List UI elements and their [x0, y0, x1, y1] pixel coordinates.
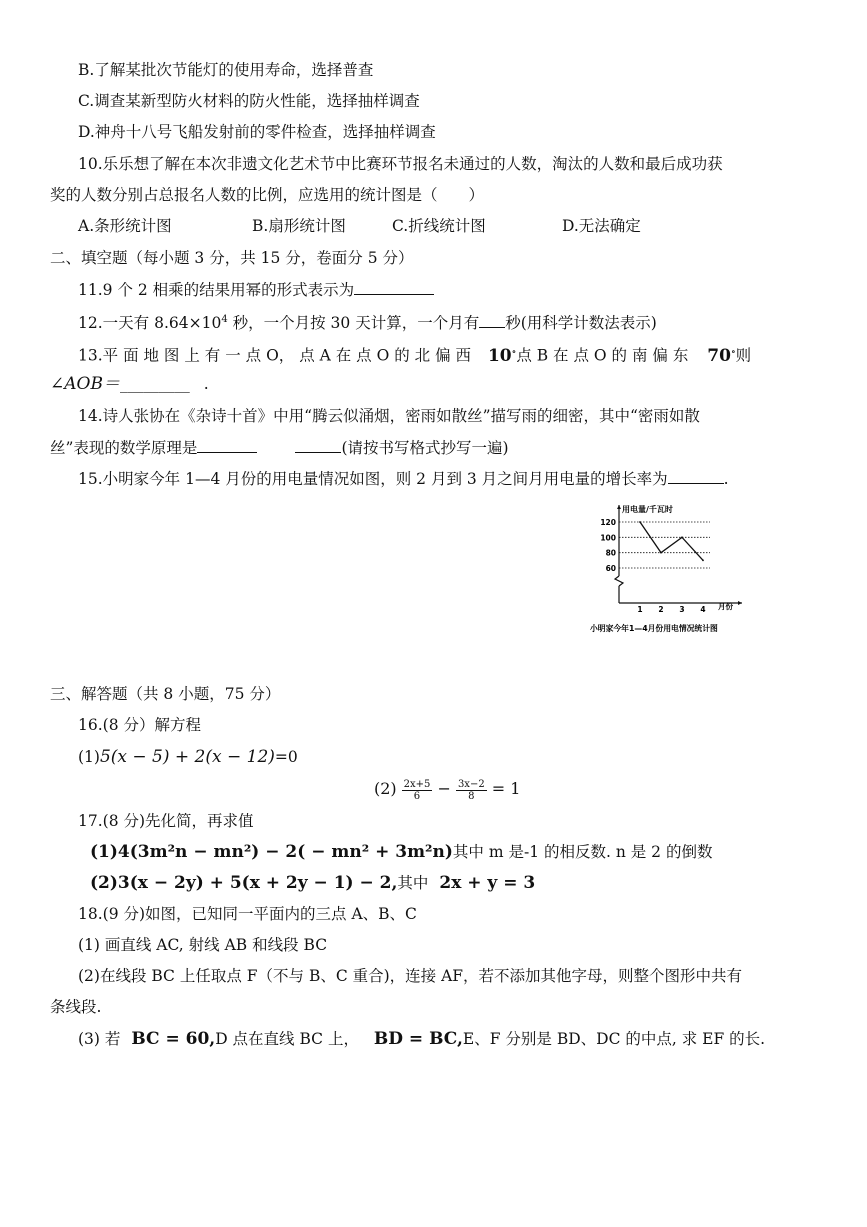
q14-text-b: (请按书写格式抄写一遍) — [341, 439, 509, 457]
y-axis-label: 用电量/千瓦时 — [622, 505, 673, 514]
q10-option-a: A.条形统计图 — [78, 217, 172, 235]
q18-part1: (1) 画直线 AC, 射线 AB 和线段 BC — [78, 936, 328, 954]
x-tick-label-3: 3 — [679, 605, 685, 614]
y-tick-label-100: 100 — [600, 533, 616, 543]
section-2-heading: 二、填空题（每小题 3 分，共 15 分，卷面分 5 分） — [50, 249, 414, 267]
q9-option-d: D.神舟十八号飞船发射前的零件检查，选择抽样调查 — [78, 123, 436, 141]
answer-blank — [479, 311, 505, 328]
q12-text-c: 秒(用科学计数法表示) — [505, 314, 657, 333]
q17-title: 17.(8 分)先化简，再求值 — [78, 812, 254, 830]
fraction-1 — [402, 779, 433, 802]
q17-part1 — [90, 841, 712, 863]
q14-line2 — [50, 436, 509, 459]
q12 — [78, 309, 657, 334]
q10-option-d: D.无法确定 — [562, 217, 641, 235]
q16-title: 16.(8 分）解方程 — [78, 716, 201, 734]
q17-part2 — [90, 872, 535, 894]
x-axis-label: 月份 — [718, 602, 733, 611]
fraction-1-denominator: 6 — [413, 790, 421, 802]
q18-part3-text-c: E、F 分别是 BD、DC 的中点, 求 EF 的长. — [462, 1030, 766, 1048]
q13-answer-dashes: _________ — [119, 375, 190, 393]
answer-blank — [668, 467, 724, 484]
degree-sign: ∘ — [730, 347, 736, 357]
y-tick-label-80: 80 — [605, 548, 616, 558]
electricity-line-chart — [588, 500, 748, 636]
minus-sign: − — [432, 779, 456, 798]
q13-degree-value-2: 70 — [707, 345, 731, 366]
x-tick-label-1: 1 — [637, 605, 643, 614]
fraction-2 — [456, 779, 487, 802]
y-tick-label-120: 120 — [600, 518, 616, 527]
q18-part3-math-1: BC = 60, — [131, 1029, 216, 1049]
q18-part2-line2: 条线段. — [50, 998, 102, 1016]
q17-part2-text: 其中 — [397, 874, 429, 892]
y-tick-label-60: 60 — [605, 564, 616, 573]
x-tick-label-2: 2 — [658, 605, 664, 614]
q16-part2-label: (2) — [374, 779, 397, 798]
answer-blank — [197, 436, 257, 453]
q12-exponent: 4 — [221, 314, 228, 325]
q18-title: 18.(9 分)如图，已知同一平面内的三点 A、B、C — [78, 905, 417, 923]
q13-angle-1 — [488, 346, 516, 366]
x-axis-arrow — [738, 601, 742, 605]
q10-stem-line1: 10.乐乐想了解在本次非遗文化艺术节中比赛环节报名未通过的人数，淘汰的人数和最后成功获 — [78, 155, 723, 173]
q13-line2 — [50, 373, 209, 395]
y-axis-arrow — [617, 505, 621, 509]
q16-part2-rhs: = 1 — [486, 779, 521, 798]
q13-degree-value-1: 10 — [487, 345, 512, 366]
q16-part1 — [78, 746, 298, 768]
q10-option-b: B.扇形统计图 — [252, 217, 346, 235]
q10-option-c: C.折线统计图 — [392, 217, 486, 235]
q12-text-b: 秒，一个月按 30 天计算，一个月有 — [227, 314, 480, 333]
q9-option-c: C.调查某新型防火材料的防火性能，选择抽样调查 — [78, 92, 420, 110]
q15-period: . — [723, 470, 729, 488]
q9-option-b: B.了解某批次节能灯的使用寿命，选择普查 — [78, 61, 374, 79]
x-tick-label-4: 4 — [700, 605, 706, 614]
data-point-month-4 — [702, 559, 704, 561]
q13-text-a: 13.平 面 地 图 上 有 一 点 O， 点 A 在 点 O 的 北 偏 西 — [78, 346, 472, 365]
fraction-1-numerator: 2x+5 — [403, 778, 431, 790]
series-line — [640, 522, 703, 560]
q18-part3 — [78, 1028, 765, 1050]
q16-part1-expression: 5(x − 5) + 2(x − 12) — [99, 747, 275, 767]
fraction-2-numerator: 3x−2 — [457, 778, 485, 790]
q10-stem-line2: 奖的人数分别占总报名人数的比例，应选用的统计图是（ ） — [50, 186, 485, 204]
q13-text-c: 则 — [735, 346, 752, 365]
q13-line1 — [78, 341, 751, 367]
answer-blank — [354, 278, 434, 295]
axis-break-mark — [615, 576, 623, 586]
q13-period: . — [203, 375, 209, 393]
q15 — [78, 467, 729, 490]
answer-blank — [295, 436, 341, 453]
q15-text: 15.小明家今年 1—4 月份的用电量情况如图，则 2 月到 3 月之间月用电量的增长率为 — [78, 470, 668, 488]
section-3-heading: 三、解答题（共 8 小题，75 分） — [50, 685, 281, 703]
q12-text-a: 12.一天有 8.64×10 — [78, 314, 222, 333]
q11-text: 11.9 个 2 相乘的结果用幂的形式表示为 — [78, 281, 355, 299]
q13-text-b: 点 B 在 点 O 的 南 偏 东 — [516, 346, 689, 365]
q13-angle-aob: ∠AOB＝ — [50, 374, 120, 394]
data-point-month-3 — [681, 536, 683, 538]
q14-line1: 14.诗人张协在《杂诗十首》中用“腾云似涌烟，密雨如散丝”描写雨的细密，其中“密雨如散 — [78, 407, 700, 425]
fraction-2-denominator: 8 — [468, 790, 475, 802]
chart-caption: 小明家今年1—4月份用电情况统计图 — [590, 624, 718, 633]
q13-angle-2 — [707, 346, 735, 366]
q17-part1-expression: (1)4(3m²n − mn²) − 2( − mn² + 3m²n) — [90, 842, 453, 862]
q17-part1-condition: 其中 m 是-1 的相反数. n 是 2 的倒数 — [452, 843, 713, 861]
q16-part1-label: (1) — [78, 748, 100, 766]
degree-sign: ∘ — [511, 347, 517, 357]
q18-part3-text-b: D 点在直线 BC 上， — [215, 1030, 359, 1048]
data-point-month-1 — [639, 521, 641, 523]
q14-text-a: 丝”表现的数学原理是 — [50, 439, 198, 457]
q16-part1-rhs: =0 — [274, 748, 298, 766]
q17-part2-condition: 2x + y = 3 — [439, 873, 536, 893]
q18-part3-text-a: (3) 若 — [78, 1030, 121, 1048]
q18-part2-line1: (2)在线段 BC 上任取点 F（不与 B、C 重合)，连接 AF，若不添加其他字母，则整个图形中共有 — [78, 967, 743, 985]
q18-part3-math-2: BD = BC, — [373, 1029, 463, 1049]
q17-part2-expression: (2)3(x − 2y) + 5(x + 2y − 1) − 2, — [90, 873, 398, 893]
q11 — [78, 278, 434, 301]
data-point-month-2 — [660, 552, 662, 554]
q16-part2 — [374, 775, 520, 803]
